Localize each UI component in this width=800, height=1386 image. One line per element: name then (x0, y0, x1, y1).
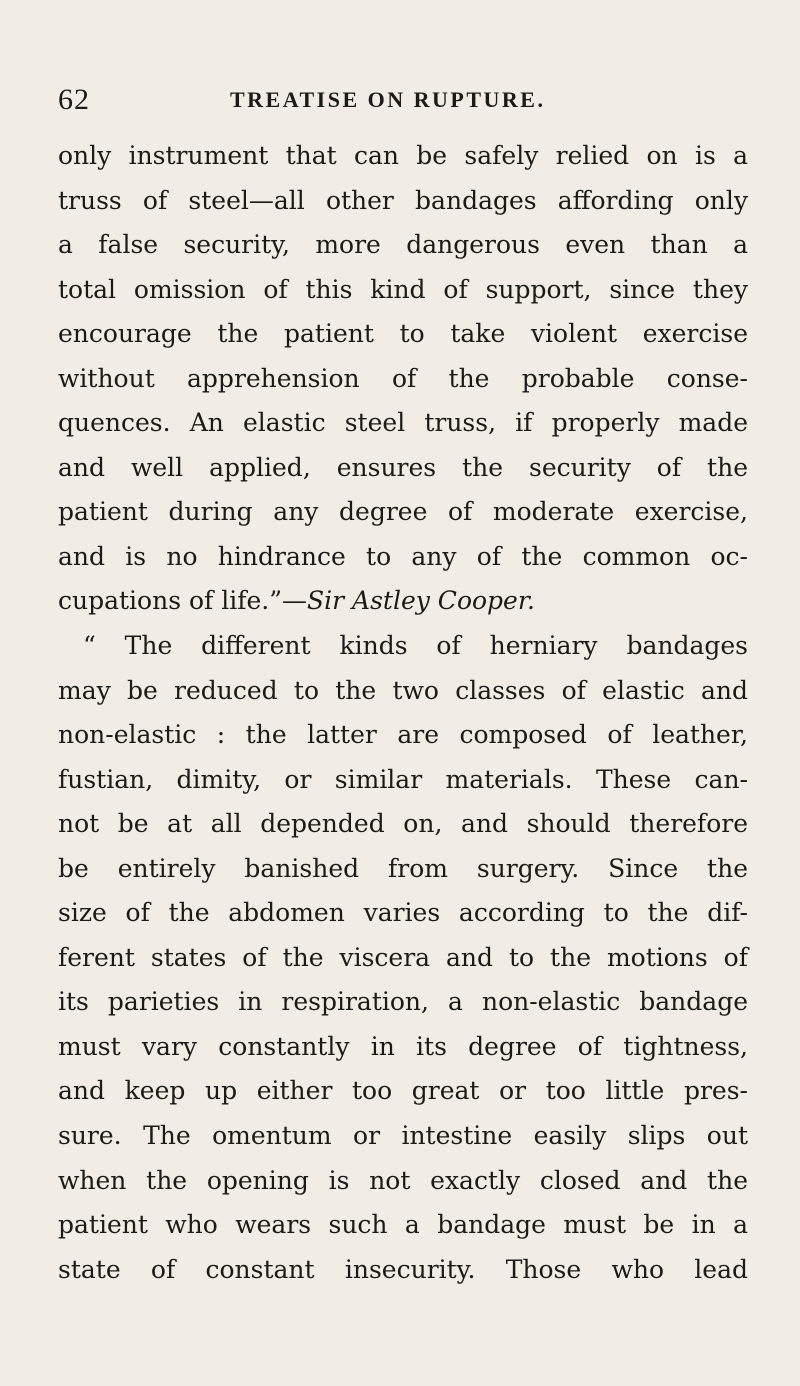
text-line: size of the abdomen varies according to the dif- (58, 898, 748, 928)
text-line: patient during any degree of moderate exercise, (58, 497, 748, 527)
text-line: “ The different kinds of herniary bandages (83, 631, 748, 661)
text-line-attribution (58, 579, 748, 624)
text-line: may be reduced to the two classes of elastic and (58, 675, 748, 705)
text-line: when the opening is not exactly closed and the (58, 1165, 748, 1195)
text-line: total omission of this kind of support, since they (58, 274, 748, 304)
text-line: patient who wears such a bandage must be in a (58, 1210, 748, 1240)
text-line: non-elastic : the latter are composed of leather, (58, 720, 748, 750)
author-attribution: Sir Astley Cooper. (307, 586, 535, 616)
text-line: encourage the patient to take violent exercise (58, 319, 748, 349)
text-line: and well applied, ensures the security of the (58, 452, 748, 482)
text-line: only instrument that can be safely relied on is a (58, 141, 748, 170)
text-line: sure. The omentum or intestine easily slips out (58, 1121, 748, 1151)
running-head: TREATISE ON RUPTURE. (230, 87, 546, 112)
page-header (58, 80, 758, 120)
text-line: its parieties in respiration, a non-elastic bandage (58, 987, 748, 1017)
paragraph-2 (58, 624, 748, 1292)
text-line: be entirely banished from surgery. Since the (58, 853, 748, 883)
text-line: without apprehension of the probable conse- (58, 363, 748, 393)
text-line: and is no hindrance to any of the common oc- (58, 541, 748, 571)
body-text (58, 134, 748, 1292)
text-line: must vary constantly in its degree of tightness, (58, 1031, 748, 1061)
closing-text: cupations of life.”— (58, 586, 307, 616)
paragraph-1 (58, 134, 748, 624)
text-line: fustian, dimity, or similar materials. These can- (58, 764, 748, 794)
text-line: not be at all depended on, and should therefore (58, 809, 748, 839)
text-line: quences. An elastic steel truss, if properly made (58, 408, 748, 438)
text-line: and keep up either too great or too little pres- (58, 1076, 748, 1106)
page-number: 62 (58, 83, 90, 116)
text-line: truss of steel—all other bandages affording only (58, 185, 748, 215)
text-line: a false security, more dangerous even than a (58, 230, 748, 260)
text-line: ferent states of the viscera and to the motions of (58, 942, 748, 972)
text-line: state of constant insecurity. Those who lead (58, 1254, 748, 1284)
